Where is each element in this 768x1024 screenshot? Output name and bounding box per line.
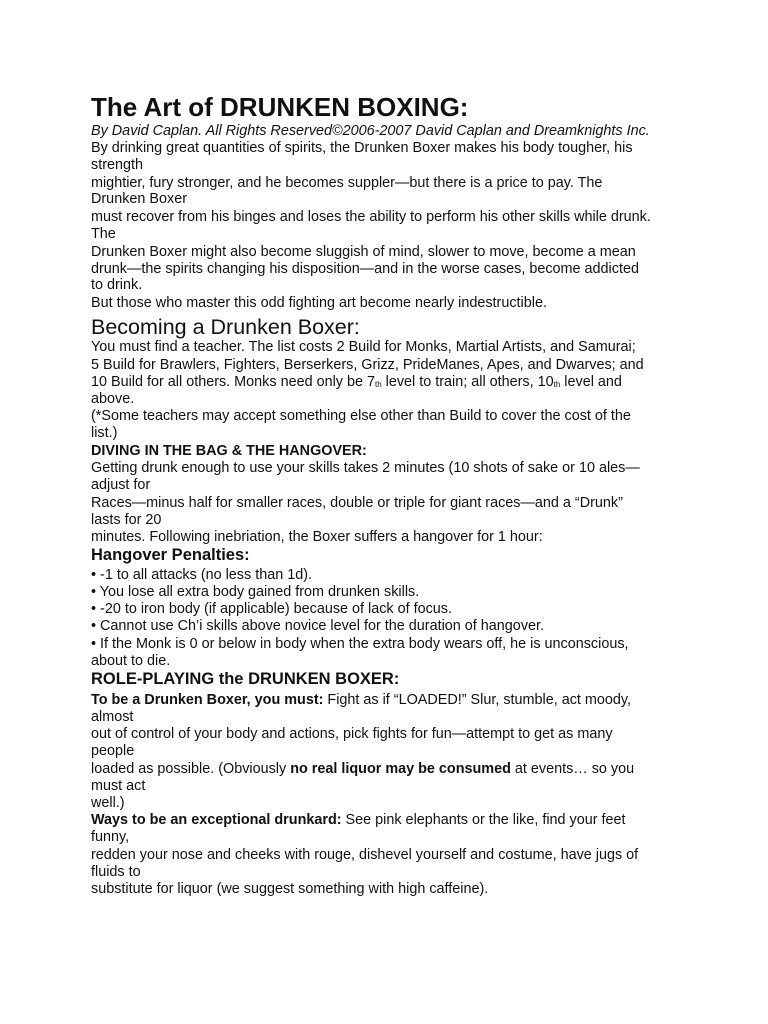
section-heading-penalties: Hangover Penalties: bbox=[91, 546, 250, 564]
becoming-line: (*Some teachers may accept something else other than Build to cover the cost of the bbox=[91, 408, 631, 424]
text-fragment: level to train; all others, 10 bbox=[381, 374, 554, 390]
roleplay-line: almost bbox=[91, 709, 134, 725]
intro-line: must recover from his binges and loses the ability to perform his other skills while drunk. bbox=[91, 209, 651, 225]
roleplay-line: fluids to bbox=[91, 864, 141, 880]
intro-line: But those who master this odd fighting art become nearly indestructible. bbox=[91, 295, 547, 311]
diving-line: adjust for bbox=[91, 477, 151, 493]
becoming-line: 5 Build for Brawlers, Fighters, Berserkers, Grizz, PrideManes, Apes, and Dwarves; and bbox=[91, 357, 644, 373]
intro-line: mightier, fury stronger, and he becomes suppler—but there is a price to pay. The bbox=[91, 175, 603, 191]
roleplay-line: substitute for liquor (we suggest something with high caffeine). bbox=[91, 881, 489, 897]
ordinal-suffix: th bbox=[374, 380, 382, 389]
byline: By David Caplan. All Rights Reserved©2006-2007 David Caplan and Dreamknights Inc. bbox=[91, 123, 650, 139]
text-fragment: level and bbox=[560, 374, 622, 390]
penalty-item: • If the Monk is 0 or below in body when the extra body wears off, he is unconscious, bbox=[91, 636, 629, 652]
penalty-item: • -20 to iron body (if applicable) because of lack of focus. bbox=[91, 601, 453, 617]
intro-line: By drinking great quantities of spirits, the Drunken Boxer makes his body tougher, his bbox=[91, 140, 633, 156]
section-heading-roleplay: ROLE-PLAYING the DRUNKEN BOXER: bbox=[91, 670, 400, 688]
diving-line: Races—minus half for smaller races, double or triple for giant races—and a “Drunk” bbox=[91, 495, 623, 511]
intro-line: to drink. bbox=[91, 277, 143, 293]
roleplay-line: funny, bbox=[91, 829, 130, 845]
intro-line: Drunken Boxer might also become sluggish of mind, slower to move, become a mean bbox=[91, 244, 636, 260]
penalty-item: • -1 to all attacks (no less than 1d). bbox=[91, 567, 313, 583]
roleplay-line bbox=[91, 812, 626, 829]
intro-line: strength bbox=[91, 157, 143, 173]
roleplay-line: redden your nose and cheeks with rouge, dishevel yourself and costume, have jugs of bbox=[91, 847, 639, 863]
text-fragment: Fight as if “LOADED!” Slur, stumble, act moody, bbox=[323, 692, 632, 708]
text-fragment: See pink elephants or the like, find your feet bbox=[341, 812, 626, 828]
becoming-line bbox=[91, 374, 622, 393]
diving-line: minutes. Following inebriation, the Boxer suffers a hangover for 1 hour: bbox=[91, 529, 543, 545]
text-fragment: loaded as possible. (Obviously bbox=[91, 761, 291, 777]
roleplay-line: out of control of your body and actions, pick fights for fun—attempt to get as many bbox=[91, 726, 613, 742]
text-fragment: 10 Build for all others. Monks need only be 7 bbox=[91, 374, 375, 390]
penalty-item: • Cannot use Ch’i skills above novice level for the duration of hangover. bbox=[91, 618, 545, 634]
becoming-line: list.) bbox=[91, 425, 118, 441]
roleplay-line: people bbox=[91, 743, 135, 759]
document-title: The Art of DRUNKEN BOXING: bbox=[91, 92, 469, 122]
bold-lead: Ways to be an exceptional drunkard: bbox=[91, 812, 342, 828]
diving-line: Getting drunk enough to use your skills takes 2 minutes (10 shots of sake or 10 ales— bbox=[91, 460, 640, 476]
intro-line: drunk—the spirits changing his disposition—and in the worse cases, become addicted bbox=[91, 261, 639, 277]
text-fragment: at events… so you bbox=[510, 761, 635, 777]
penalty-item: about to die. bbox=[91, 653, 171, 669]
intro-line: The bbox=[91, 226, 116, 242]
section-heading-diving: DIVING IN THE BAG & THE HANGOVER: bbox=[91, 443, 367, 459]
roleplay-line: well.) bbox=[91, 795, 125, 811]
penalty-item: • You lose all extra body gained from drunken skills. bbox=[91, 584, 420, 600]
diving-line: lasts for 20 bbox=[91, 512, 162, 528]
roleplay-line bbox=[91, 761, 634, 778]
becoming-line: You must find a teacher. The list costs 2 Build for Monks, Martial Artists, and Samurai; bbox=[91, 339, 636, 355]
ordinal-suffix: th bbox=[553, 380, 561, 389]
becoming-line: above. bbox=[91, 391, 135, 407]
roleplay-line bbox=[91, 692, 631, 709]
roleplay-line: must act bbox=[91, 778, 146, 794]
intro-line: Drunken Boxer bbox=[91, 191, 187, 207]
bold-lead: To be a Drunken Boxer, you must: bbox=[91, 692, 324, 708]
bold-emphasis: no real liquor may be consumed bbox=[290, 761, 511, 777]
section-heading-becoming: Becoming a Drunken Boxer: bbox=[91, 315, 360, 339]
